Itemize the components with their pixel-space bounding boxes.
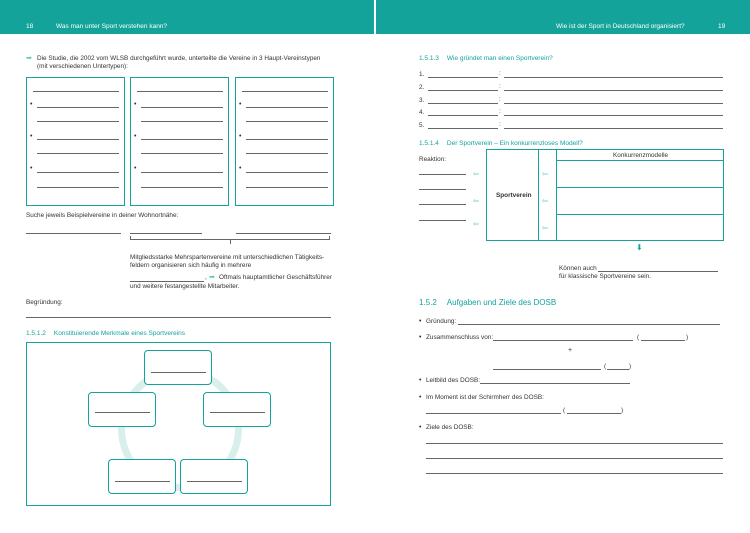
answer-line[interactable]	[37, 153, 119, 154]
sportverein-label: Sportverein	[496, 192, 532, 199]
left-running-title: Was man unter Sport verstehen kann?	[56, 23, 168, 30]
bullet: •	[239, 133, 242, 140]
reaction-line[interactable]	[419, 174, 466, 175]
step-number: 5.	[419, 122, 425, 129]
answer-line[interactable]	[141, 121, 223, 122]
feature-line[interactable]	[151, 372, 206, 373]
step-line[interactable]	[428, 77, 498, 78]
bullet: •	[134, 101, 137, 108]
bullet: •	[30, 101, 33, 108]
section-heading-1512	[26, 330, 185, 337]
section-title: Wie gründet man einen Sportverein?	[446, 55, 553, 62]
often-text: Oftmals hauptamtlicher Geschäftsführer	[219, 274, 332, 281]
bullet: •	[419, 394, 422, 401]
plus-sign: +	[568, 347, 573, 354]
answer-line[interactable]	[141, 153, 223, 154]
goals-line[interactable]	[426, 473, 723, 474]
answer-line[interactable]	[246, 139, 328, 140]
reason-label: Begründung:	[26, 299, 63, 306]
step-line[interactable]	[504, 128, 723, 129]
section-number: 1.5.2	[419, 298, 437, 307]
multi-division-text: Mitgliedsstarke Mehrspartenvereine mit unterschiedlichen Tätigkeits-	[130, 254, 325, 261]
step-line[interactable]	[428, 128, 498, 129]
answer-line[interactable]	[37, 107, 119, 108]
section-heading-1513	[419, 55, 553, 62]
club-type-title-line[interactable]	[137, 91, 223, 92]
page-header	[0, 0, 750, 34]
merger-line[interactable]	[493, 340, 633, 341]
feature-line[interactable]	[95, 412, 150, 413]
feature-line[interactable]	[115, 481, 170, 482]
can-text: Können auch	[559, 265, 597, 272]
founding-line[interactable]	[458, 324, 720, 325]
can-line[interactable]	[598, 271, 718, 272]
section-title: Aufgaben und Ziele des DOSB	[446, 298, 557, 307]
merger-abbr-line[interactable]	[607, 369, 629, 370]
bullet: •	[134, 165, 137, 172]
step-number: 1.	[419, 71, 425, 78]
patron-line[interactable]	[426, 413, 561, 414]
competition-table	[486, 149, 724, 241]
table-divider	[556, 150, 557, 240]
section-number: 1.5.1.3	[419, 55, 439, 62]
bullet: •	[239, 101, 242, 108]
reason-line[interactable]	[26, 317, 331, 318]
step-line[interactable]	[428, 103, 498, 104]
answer-line[interactable]	[246, 153, 328, 154]
section-heading-1514	[419, 140, 583, 147]
example-prompt: Suche jeweils Beispielvereine in deiner Wohnortnähe:	[26, 212, 179, 219]
club-type-title-line[interactable]	[242, 91, 328, 92]
feature-box-bottom-right	[180, 459, 248, 494]
merger-line[interactable]	[493, 369, 601, 370]
intro-text-2: (mit verschiedenen Untertypen):	[37, 63, 128, 70]
step-line[interactable]	[428, 90, 498, 91]
bullet: •	[134, 133, 137, 140]
answer-line[interactable]	[141, 187, 223, 188]
reaction-line[interactable]	[419, 189, 466, 190]
mission-line[interactable]	[480, 383, 630, 384]
feature-line[interactable]	[187, 481, 242, 482]
reaction-line[interactable]	[419, 220, 466, 221]
arrow-left-icon: ⇦	[542, 171, 548, 178]
reaction-line[interactable]	[419, 204, 466, 205]
arrow-left-icon: ⇦	[473, 171, 479, 178]
bullet: •	[30, 133, 33, 140]
club-type-title-line[interactable]	[33, 91, 119, 92]
table-divider	[556, 214, 724, 215]
answer-line[interactable]	[141, 107, 223, 108]
arrow-left-icon: ⇦	[473, 221, 479, 228]
page-gutter	[374, 0, 376, 34]
feature-box-bottom-left	[108, 459, 176, 494]
feature-line[interactable]	[210, 412, 265, 413]
competition-header: Konkurrenzmodelle	[613, 152, 669, 159]
reaction-label: Reaktion:	[419, 156, 446, 163]
right-running-title: Wie ist der Sport in Deutschland organisiert?	[556, 23, 685, 30]
table-divider	[538, 150, 539, 240]
goals-line[interactable]	[426, 443, 723, 444]
answer-line[interactable]	[130, 281, 204, 282]
answer-line[interactable]	[246, 107, 328, 108]
feature-box-left	[88, 392, 156, 427]
section-number: 1.5.1.4	[419, 140, 439, 147]
section-title: Der Sportverein – Ein konkurrenzloses Modell?	[446, 140, 583, 147]
feature-box-top	[144, 350, 212, 385]
answer-line[interactable]	[37, 121, 119, 122]
example-line[interactable]	[236, 233, 331, 234]
step-number: 3.	[419, 97, 425, 104]
answer-line[interactable]	[37, 187, 119, 188]
section-title: Konstituierende Merkmale eines Sportvereins	[53, 330, 186, 337]
answer-line[interactable]	[246, 121, 328, 122]
bullet: •	[419, 424, 422, 431]
bullet: •	[30, 165, 33, 172]
example-line[interactable]	[130, 233, 202, 234]
step-line[interactable]	[504, 103, 723, 104]
staff-text: und weitere festangestellte Mitarbeiter.	[130, 283, 240, 290]
step-number: 2.	[419, 84, 425, 91]
section-heading-152	[419, 298, 556, 307]
answer-line[interactable]	[246, 172, 328, 173]
step-line[interactable]	[504, 77, 723, 78]
patron-label: Im Moment ist der Schirmherr des DOSB:	[426, 394, 544, 401]
example-line[interactable]	[26, 233, 121, 234]
arrow-right-icon: ➡	[209, 274, 215, 281]
founding-label: Gründung:	[426, 318, 457, 325]
answer-line[interactable]	[141, 172, 223, 173]
step-line[interactable]	[428, 115, 498, 116]
answer-line[interactable]	[246, 187, 328, 188]
bullet: •	[419, 318, 422, 325]
patron-abbr-line[interactable]	[567, 413, 621, 414]
arrow-right-icon: ➡	[26, 55, 32, 62]
left-page-number: 18	[26, 23, 34, 30]
goals-line[interactable]	[426, 458, 723, 459]
table-divider	[556, 160, 724, 161]
mission-label: Leitbild des DOSB:	[426, 377, 480, 384]
step-number: 4.	[419, 109, 425, 116]
feature-box-right	[203, 392, 271, 427]
bullet: •	[419, 377, 422, 384]
bullet: •	[419, 334, 422, 341]
bullet: •	[239, 165, 242, 172]
table-divider	[556, 187, 724, 188]
answer-line[interactable]	[37, 172, 119, 173]
can-text-2: für klassische Sportvereine sein.	[559, 273, 651, 280]
answer-line[interactable]	[141, 139, 223, 140]
goals-label: Ziele des DOSB:	[426, 424, 474, 431]
merger-abbr-line[interactable]	[641, 340, 685, 341]
right-page-number: 19	[718, 23, 726, 30]
section-number: 1.5.1.2	[26, 330, 46, 337]
merger-label: Zusammenschluss von:	[426, 334, 494, 341]
multi-division-text-2: feldern organisieren sich häufig in mehrere	[130, 262, 252, 269]
brace-tip	[230, 240, 231, 244]
arrow-down-icon: ⬇	[636, 243, 643, 252]
arrow-left-icon: ⇦	[542, 225, 548, 232]
answer-line[interactable]	[37, 139, 119, 140]
arrow-left-icon: ⇦	[473, 198, 479, 205]
arrow-left-icon: ⇦	[542, 198, 548, 205]
step-line[interactable]	[504, 115, 723, 116]
step-line[interactable]	[504, 90, 723, 91]
intro-text: Die Studie, die 2002 vom WLSB durchgeführt wurde, unterteilte die Vereine in 3 Haupt-Vereinstypen	[37, 55, 321, 62]
